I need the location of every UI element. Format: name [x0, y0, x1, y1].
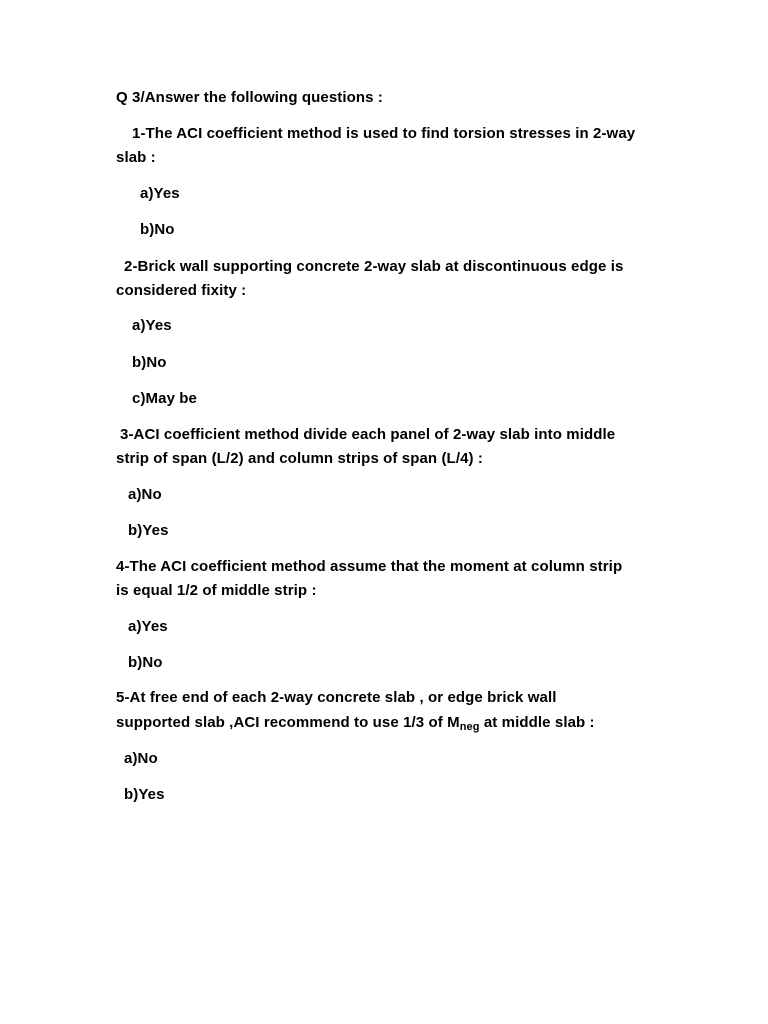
question-5-line-1: 5-At free end of each 2-way concrete slab , or edge brick wall — [116, 689, 557, 706]
question-2-option-c: c)May be — [132, 390, 197, 407]
question-2-option-a: a)Yes — [132, 317, 172, 334]
question-5-line-2 — [116, 714, 595, 732]
question-2-line-1: 2-Brick wall supporting concrete 2-way slab at discontinuous edge is — [124, 258, 624, 275]
question-5-line-2-after: at middle slab : — [479, 714, 595, 731]
question-3-option-a: a)No — [128, 486, 162, 503]
question-4-option-a: a)Yes — [128, 618, 168, 635]
question-5-option-a: a)No — [124, 750, 158, 767]
question-4-option-b: b)No — [128, 654, 163, 671]
question-4-line-1: 4-The ACI coefficient method assume that the moment at column strip — [116, 558, 623, 575]
question-1-line-1: 1-The ACI coefficient method is used to find torsion stresses in 2-way — [132, 125, 636, 142]
heading: Q 3/Answer the following questions : — [116, 89, 383, 106]
question-1-option-a: a)Yes — [140, 185, 180, 202]
question-2-line-2: considered fixity : — [116, 282, 247, 299]
question-5-line-2-before: supported slab ,ACI recommend to use 1/3 of M — [116, 714, 460, 731]
question-1-line-2: slab : — [116, 149, 156, 166]
m-neg-subscript: neg — [459, 721, 480, 733]
question-4-line-2: is equal 1/2 of middle strip : — [116, 582, 317, 599]
question-3-line-2: strip of span (L/2) and column strips of span (L/4) : — [116, 450, 483, 467]
question-2-option-b: b)No — [132, 354, 167, 371]
question-3-line-1: 3-ACI coefficient method divide each panel of 2-way slab into middle — [120, 426, 616, 443]
question-1-option-b: b)No — [140, 221, 175, 238]
question-3-option-b: b)Yes — [128, 522, 169, 539]
question-5-option-b: b)Yes — [124, 786, 165, 803]
